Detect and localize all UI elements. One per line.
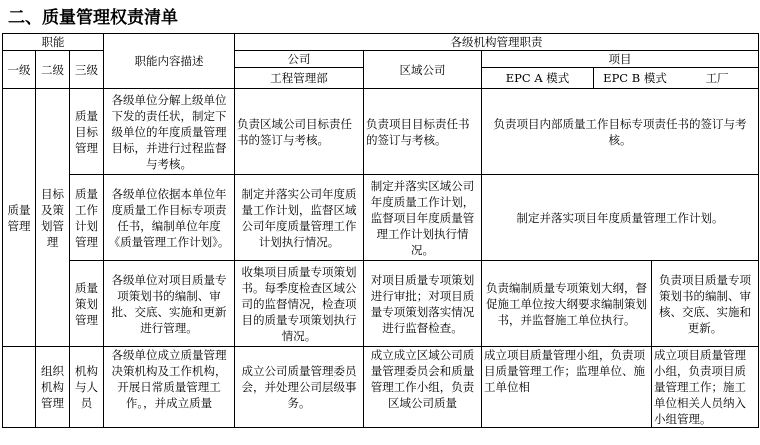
section-heading: 二、质量管理权责清单 [8, 8, 178, 28]
header-epc-b: EPC B 模式 [603, 71, 667, 85]
cell-desc-organization: 各级单位成立质量管理决策机构及工作机构，开展日常质量管理工作。，并成立质量 [104, 347, 235, 428]
cell-company-plan: 制定并落实公司年度质量工作计划，监督区域公司年度质量管理工作计划执行情况。 [235, 175, 364, 261]
header-level3: 三级 [70, 51, 104, 89]
cell-desc-objectives: 各级单位分解上级单位下发的责任状，制定下级单位的年度质量管理目标，并进行过程监督与考核。 [104, 89, 235, 175]
header-epc-a: EPC A 模式 [482, 68, 594, 89]
cell-company-organization: 成立公司质量管理委员会，并处理公司层级事务。 [235, 347, 364, 428]
cell-level3-planning: 质量策划管理 [70, 261, 104, 347]
cell-epc-a-organization: 成立项目质量管理小组，负责项目质量管理工作；监理单位、施工单位相 [482, 347, 652, 428]
cell-company-objectives: 负责区域公司目标责任书的签订与考核。 [235, 89, 364, 175]
cell-desc-planning: 各级单位对项目质量专项策划书的编制、审批、交底、实施和更新进行管理。 [104, 261, 235, 347]
cell-regional-organization: 成立成立区域公司质量管理委员会和质量管理工作小组，负责区域公司质量 [364, 347, 482, 428]
header-function: 职能 [3, 34, 104, 51]
cell-level3-objectives: 质量目标管理 [70, 89, 104, 175]
header-company: 公司 [235, 51, 364, 68]
cell-regional-plan: 制定并落实区域公司年度质量工作计划，监督项目年度质量管理工作计划执行情况。 [364, 175, 482, 261]
header-level2: 二级 [36, 51, 70, 89]
cell-level2-organization: 组织机构管理 [36, 347, 70, 428]
cell-level1-quality: 质量管理 [3, 89, 36, 347]
header-regional: 区域公司 [364, 51, 482, 89]
cell-project-objectives: 负责项目内部质量工作目标专项责任书的签订与考核。 [482, 89, 759, 175]
header-description: 职能内容描述 [104, 34, 235, 89]
header-responsibilities: 各级机构管理职责 [235, 34, 759, 51]
header-project: 项目 [482, 51, 759, 68]
header-level1: 一级 [3, 51, 36, 89]
header-engineering-dept: 工程管理部 [235, 68, 364, 89]
cell-level1-blank [3, 347, 36, 428]
cell-regional-planning: 对项目质量专项策划进行审批；对项目质量专项策划落实情况进行监督检查。 [364, 261, 482, 347]
cell-level3-plan: 质量工作计划管理 [70, 175, 104, 261]
cell-level3-organization: 机构与人员 [70, 347, 104, 428]
cell-epc-b-factory-planning: 负责项目质量专项策划书的编制、审核、交底、实施和更新。 [652, 261, 759, 347]
cell-company-planning: 收集项目质量专项策划书。每季度检查区域公司的监督情况，检查项目的质量专项策划执行情况。 [235, 261, 364, 347]
cell-epc-b-factory-organization: 成立项目质量管理小组，负责项目质量管理工作；施工单位相关人员纳入小组管理。 [652, 347, 759, 428]
responsibility-table [2, 33, 759, 428]
cell-desc-plan: 各级单位依据本单位年度质量工作目标专项责任书，编制单位年度《质量管理工作计划》。 [104, 175, 235, 261]
cell-regional-objectives: 负责项目目标责任书的签订与考核。 [364, 89, 482, 175]
cell-level2-objectives: 目标及策划管理 [36, 89, 70, 347]
cell-epc-a-planning: 负责编制质量专项策划大纲，督促施工单位按大纲要求编制策划书，并监督施工单位执行。 [482, 261, 652, 347]
cell-project-plan: 制定并落实项目年度质量管理工作计划。 [482, 175, 759, 261]
header-factory: 工厂 [705, 71, 729, 85]
